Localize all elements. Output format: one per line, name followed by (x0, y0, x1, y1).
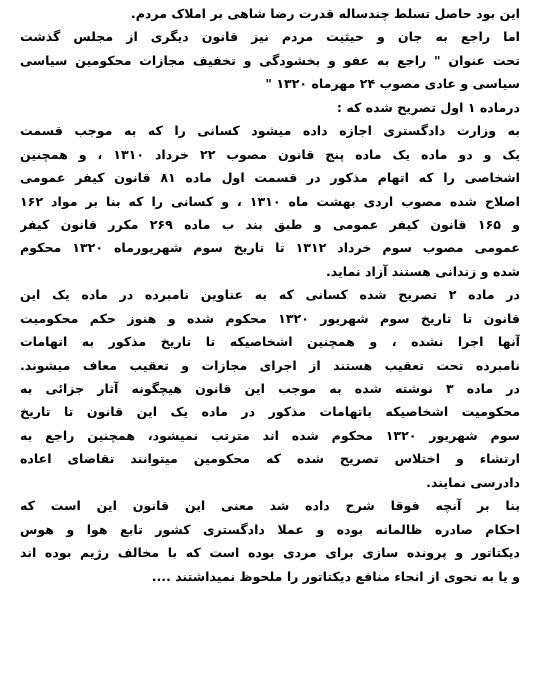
paragraph-3 (20, 119, 520, 283)
text-line: احکام صادره ظالمانه بوده و عملا دادگستری کشور تابع هوا و هوس (20, 521, 520, 537)
text-line: و یا به نحوی از انحاء منافع دیکتاتور را ملحوظ نمیداشتند .... (151, 568, 520, 584)
text-line: در ماده ۲ تصریح شده کسانی که به عناوین نامبرده در ماده یک این (20, 287, 520, 303)
text-line: قانون تا تاریخ سوم شهریور ۱۳۲۰ محکوم شده و هنوز حکم محکومیت (20, 310, 520, 326)
text-line: محکومیت اشخاصیکه باتهامات مذکور در ماده یک این قانون تا تاریخ (20, 404, 520, 420)
text-line: آنها اجرا نشده ، و همچنین اشخاصیکه تا تاریخ مذکور به اتهامات (20, 334, 520, 350)
text-line: دادرسی نمایند. (426, 474, 520, 490)
text-line: اما راجع به جان و حیثیت مردم نیز قانون دیگری از مجلس گذشت (20, 29, 520, 45)
document-body (20, 2, 520, 588)
paragraph-4 (20, 283, 520, 377)
paragraph-1 (20, 2, 520, 96)
paragraph-2 (20, 96, 520, 119)
text-line: در ماده ۳ نوشته شده به موجب این قانون هیچگونه آثار جزائی به (20, 381, 520, 396)
text-line: اشخاصی را که اتهام مذکور در قسمت اول ماده ۸۱ قانون کیفر عمومی (20, 170, 520, 186)
text-line: سیاسی و عادی مصوب ۲۴ مهرماه ۱۳۲۰ " (265, 76, 520, 92)
text-line: ارتشاء و اختلاس تصریح شده که محکومین میتوانند تقاضای اعاده (20, 451, 520, 467)
text-line: سوم شهریور ۱۳۲۰ محکوم شده اند مترتب نمیشود، همچنین راجع به (20, 427, 520, 443)
text-line: به وزارت دادگستری اجازه داده میشود کسانی را که به موجب قسمت (20, 123, 520, 139)
text-line: درماده ۱ اول تصریح شده که : (336, 99, 520, 115)
paragraph-5 (20, 377, 520, 494)
text-line: شده و زندانی هستند آزاد نماید. (325, 263, 520, 279)
text-line: یک و دو ماده یک ماده پنج قانون مصوب ۲۲ خرداد ۱۳۱۰ ، و همچنین (20, 146, 520, 162)
text-line: دیکتاتور و پرونده سازی برای مردی بوده است که با مخالف رژیم بوده اند (20, 545, 520, 561)
text-line: عمومی مصوب سوم خرداد ۱۳۱۲ تا تاریخ سوم شهریورماه ۱۳۲۰ محکوم (20, 240, 520, 256)
text-line: اصلاح شده مصوب اردی بهشت ماه ۱۳۱۰ ، و کسانی را که بنا بر مواد ۱۶۲ (20, 193, 520, 209)
paragraph-6 (20, 494, 520, 588)
text-line: و ۱۶۵ قانون کیفر عمومی و طبق بند ب ماده ۲۶۹ مکرر قانون کیفر (20, 216, 520, 232)
text-line: بنا بر آنچه فوقا شرح داده شد معنی این قانون این است که (20, 498, 520, 514)
text-line: تحت عنوان " راجع به عفو و بخشودگی و تخفیف مجازات محکومین سیاسی (20, 52, 520, 68)
text-line: این بود حاصل تسلط چندساله قدرت رضا شاهی بر املاک مردم. (130, 6, 520, 21)
text-line: نامبرده تحت تعقیب هستند از اجرای مجازات و تعقیب معاف میشوند. (20, 357, 520, 373)
